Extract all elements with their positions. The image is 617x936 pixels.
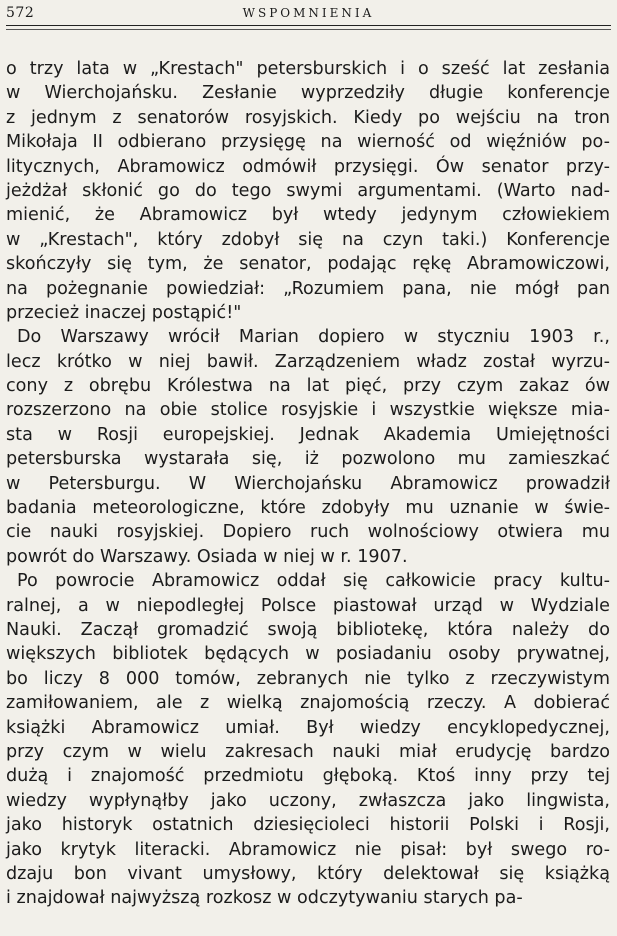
text-line: rozszerzono na obie stolice rosyjskie i wszystkie większe mia- [6,400,610,421]
header-rule-thin [6,29,611,30]
text-line: bo liczy 8 000 tomów, zebranych nie tylko z rzeczywistym [6,668,610,689]
text-line: badania meteorologiczne, które zdobyły mu uznanie w świe- [6,498,610,519]
text-line: z jednym z senatorów rosyjskich. Kiedy po wejściu na tron [6,107,610,128]
text-line: powrót do Warszawy. Osiada w niej w r. 1907. [6,546,408,567]
text-line: i znajdował najwyższą rozkosz w odczytywaniu starych pa- [6,888,523,909]
text-line: jeżdżał skłonić go do tego swymi argumentami. (Warto nad- [6,180,610,201]
page-number: 572 [6,5,35,21]
text-line: o trzy lata w „Krestach" petersburskich i o sześć lat zesłania [6,59,610,79]
text-line: jako krytyk literacki. Abramowicz nie pisał: był swego ro- [6,839,610,860]
paragraph [6,569,610,910]
text-line: Nauki. Zaczął gromadzić swoją bibliotekę, która należy do [6,619,610,640]
text-line: większych bibliotek będących w posiadaniu osoby prywatnej, [6,644,610,665]
text-line: cie nauki rosyjskiej. Dopiero ruch wolnościowy otwiera mu [6,522,610,543]
text-line: petersburska wystarała się, iż pozwolono mu zamieszkać [6,449,610,470]
text-line: wiedzy wypłynąłby jako uczony, zwłaszcza jako lingwista, [6,790,610,811]
text-line: Mikołaja II odbierano przysięgę na wierność od więźniów po- [6,132,610,153]
text-line: książki Abramowicz umiał. Był wiedzy encyklopedycznej, [6,717,610,738]
page-header [6,4,611,26]
text-line: sta w Rosji europejskiej. Jednak Akademia Umiejętności [6,424,610,445]
text-line: dzaju bon vivant umysłowy, który delektował się książką [6,863,610,884]
text-line: przy czym w wielu zakresach nauki miał erudycję bardzo [6,741,610,762]
text-line: litycznych, Abramowicz odmówił przysięgi. Ów senator przy- [6,156,610,177]
text-line: Do Warszawy wrócił Marian dopiero w styczniu 1903 r., [17,327,610,348]
paragraph [6,57,610,325]
text-line: Po powrocie Abramowicz oddał się całkowicie pracy kultu- [17,571,610,592]
header-rule [6,25,611,26]
text-line: zamiłowaniem, ale z wielką znajomością rzeczy. A dobierać [6,693,610,714]
text-line: w Wierchojańsku. Zesłanie wyprzedziły długie konferencje [6,83,610,104]
text-line: jako historyk ostatnich dziesięcioleci historii Polski i Rosji, [6,815,610,836]
text-line: na pożegnanie powiedział: „Rozumiem pana, nie mógł pan [6,278,610,299]
text-line: mienić, że Abramowicz był wtedy jedynym człowiekiem [6,205,610,226]
text-line: dużą i znajomość przedmiotu głęboką. Ktoś inny przy tej [6,766,610,787]
text-line: cony z obrębu Królestwa na lat pięć, przy czym zakaz ów [6,376,610,397]
paragraph [6,325,610,569]
text-line: ralnej, a w niepodległej Polsce piastował urząd w Wydziale [6,595,610,616]
text-line: skończyły się tym, że senator, podając rękę Abramowiczowi, [6,254,610,275]
text-line: przecież inaczej postąpić!" [6,302,242,323]
running-head: WSPOMNIENIA [242,6,375,20]
text-line: lecz krótko w niej bawił. Zarządzeniem władz został wyrzu- [6,351,610,372]
body-text [6,57,610,911]
text-line: w Petersburgu. W Wierchojańsku Abramowicz prowadził [6,473,610,494]
text-line: w „Krestach", który zdobył się na czyn taki.) Konferencje [6,229,610,250]
